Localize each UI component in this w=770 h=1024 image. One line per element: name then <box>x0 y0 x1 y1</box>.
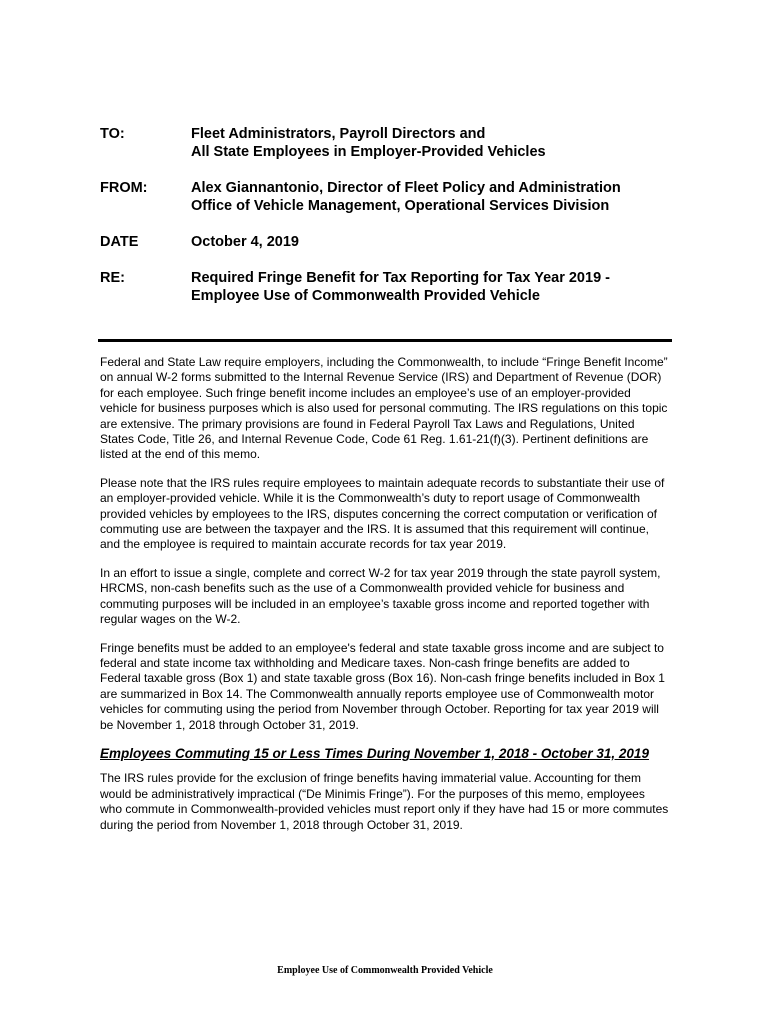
memo-body <box>100 355 670 846</box>
from-row <box>100 179 680 215</box>
body-paragraph: Please note that the IRS rules require employees to maintain adequate records to substantiate their use of an employer-provided vehicle. While it is the Commonwealth’s duty to report usage of Commonwealth provided vehicles by employees to the IRS, disputes concerning the correct computation or verification of commuting use are between the taxpayer and the IRS. It is assumed that this requirement will continue, and the employee is required to maintain accurate records for tax year 2019. <box>100 475 665 552</box>
re-label: RE: <box>100 270 125 286</box>
to-line: All State Employees in Employer-Provided Vehicles <box>191 144 546 160</box>
to-row <box>100 125 680 161</box>
re-row <box>100 269 680 305</box>
body-paragraph: Fringe benefits must be added to an employee's federal and state taxable gross income and are subject to federal and state income tax withholding and Medicare taxes. Non-cash fringe benefits are added to Federal taxable gross (Box 1) and state taxable gross (Box 16). Non-cash fringe benefits included in Box 1 are summarized in Box 14. The Commonwealth annually reports employee use of Commonwealth motor vehicles for commuting using the period from November through October. Reporting for tax year 2019 will be November 1, 2018 through October 31, 2019. <box>100 640 665 732</box>
header-divider <box>98 339 672 342</box>
from-line: Alex Giannantonio, Director of Fleet Policy and Administration <box>191 180 621 196</box>
re-value <box>191 269 680 305</box>
page-footer: Employee Use of Commonwealth Provided Vehicle <box>277 965 493 976</box>
re-line: Required Fringe Benefit for Tax Reporting for Tax Year 2019 - <box>191 270 610 286</box>
section-heading: Employees Commuting 15 or Less Times During November 1, 2018 - October 31, 2019 <box>100 745 649 761</box>
body-paragraph: In an effort to issue a single, complete and correct W-2 for tax year 2019 through the state payroll system, HRCMS, non-cash benefits such as the use of a Commonwealth provided vehicle for business and commuting purposes will be included in an employee’s taxable gross income and reported together with regular wages on the W-2. <box>100 565 661 627</box>
body-paragraph: Federal and State Law require employers, including the Commonwealth, to include “Fringe Benefit Income” on annual W-2 forms submitted to the Internal Revenue Service (IRS) and Department of Revenue (DOR) for each employee. Such fringe benefit income includes an employee’s use of an employer-provided vehicle for business purposes which is also used for personal commuting. The IRS regulations on this topic are extensive. The primary provisions are found in Federal Payroll Tax Laws and Regulations, United States Code, Title 26, and Internal Revenue Code, Code 61 Reg. 1.61-21(f)(3). Pertinent definitions are listed at the end of this memo. <box>100 355 668 462</box>
date-value: October 4, 2019 <box>191 234 299 250</box>
from-line: Office of Vehicle Management, Operational Services Division <box>191 198 610 214</box>
from-label: FROM: <box>100 180 148 196</box>
re-line: Employee Use of Commonwealth Provided Vehicle <box>191 288 540 304</box>
to-line: Fleet Administrators, Payroll Directors and <box>191 126 486 142</box>
date-row <box>100 233 680 251</box>
memo-header <box>100 125 680 305</box>
section-paragraph: The IRS rules provide for the exclusion of fringe benefits having immaterial value. Accounting for them would be administratively impractical (“De Minimis Fringe”). For the purposes of this memo, employees who commute in Commonwealth-provided vehicles must report only if they have had 15 or more commutes during the period from November 1, 2018 through October 31, 2019. <box>100 771 669 832</box>
from-value <box>191 179 680 215</box>
to-label: TO: <box>100 126 125 142</box>
to-value <box>191 125 680 161</box>
date-label: DATE <box>100 234 139 250</box>
